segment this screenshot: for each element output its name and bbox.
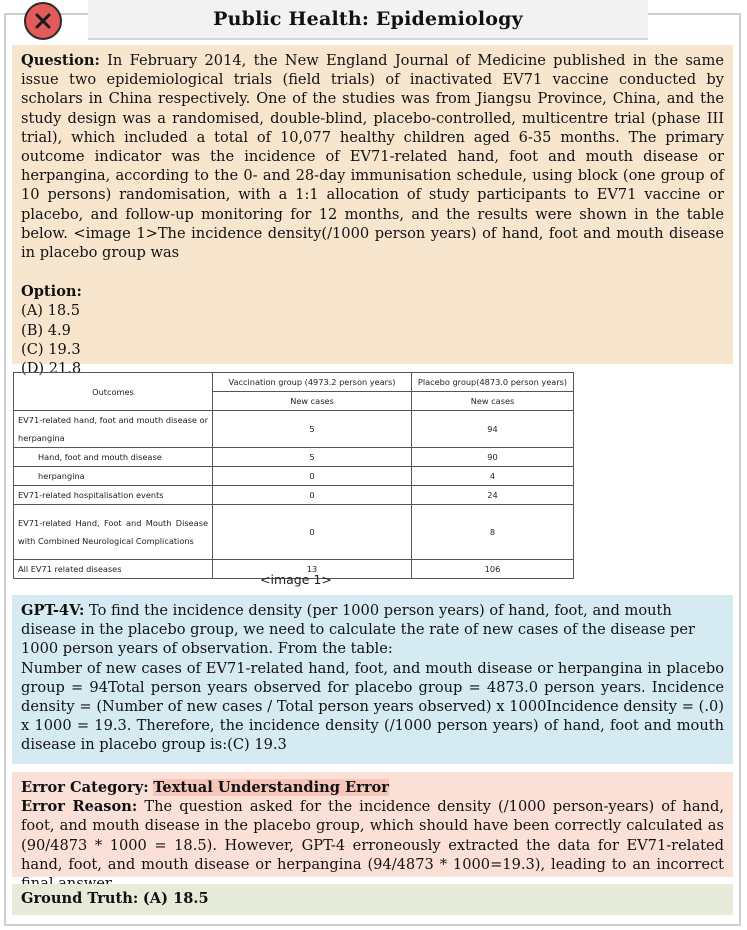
error-reason-label: Error Reason: xyxy=(21,798,138,816)
row-placebo-value: 8 xyxy=(412,505,574,560)
option-c: (C) 19.3 xyxy=(21,340,81,358)
header-outcomes: Outcomes xyxy=(14,373,213,411)
data-table xyxy=(13,372,574,579)
row-outcome: EV71-related hospitalisation events xyxy=(14,486,213,505)
error-category-line xyxy=(21,778,724,797)
ground-truth-box xyxy=(12,884,733,915)
option-b: (B) 4.9 xyxy=(21,321,71,339)
row-placebo-value: 90 xyxy=(412,448,574,467)
option-d: (D) 21.8 xyxy=(21,360,82,378)
gpt-text: To find the incidence density (per 1000 person years) of hand, foot, and mouth disease in the placebo group, we need to calculate the rate of new cases of the disease per 1000 person years of observation. From the table: xyxy=(21,602,695,658)
subheader-placebo: New cases xyxy=(412,392,574,411)
table-row xyxy=(14,505,574,560)
error-reason: The question asked for the incidence density (/1000 person-years) of hand, foot, and mouth disease in the placebo group, which should have been correctly calculated as (90/4873 * 1000 = 18.5). However, GPT-4 erroneously extracted the data for EV71-related hand, foot, and mouth disease or herpangina (94/4873 * 1000=19.3), leading to an incorrect xyxy=(21,798,724,873)
row-outcome: EV71-related Hand, Foot and Mouth Disease with Combined Neurological Complications xyxy=(14,505,213,560)
subheader-vaccination: New cases xyxy=(213,392,412,411)
x-mark-icon xyxy=(32,10,54,32)
row-vaccination-value: 0 xyxy=(213,486,412,505)
question-box xyxy=(12,45,733,378)
error-category-label: Error Category: xyxy=(21,779,149,796)
page-title xyxy=(88,0,648,40)
row-outcome: EV71-related hand, foot and mouth disease or herpangina xyxy=(14,411,213,448)
question-label: Question: xyxy=(21,52,100,69)
row-vaccination-value: 5 xyxy=(213,448,412,467)
x-circle-icon xyxy=(24,2,62,40)
table-header-row xyxy=(14,373,574,392)
row-placebo-value: 106 xyxy=(412,560,574,579)
row-placebo-value: 94 xyxy=(412,411,574,448)
error-box xyxy=(12,772,733,877)
header-vaccination: Vaccination group (4973.2 person years) xyxy=(213,373,412,392)
row-placebo-value: 24 xyxy=(412,486,574,505)
gpt-label: GPT-4V: xyxy=(21,602,85,619)
option-a: (A) 18.5 xyxy=(21,302,81,320)
table-row xyxy=(14,411,574,448)
table-row xyxy=(14,486,574,505)
header-placebo: Placebo group(4873.0 person years) xyxy=(412,373,574,392)
table-row xyxy=(14,448,574,467)
image-caption: <image 1> xyxy=(260,572,332,587)
gpt-answer-box xyxy=(12,595,733,764)
row-vaccination-value: 5 xyxy=(213,411,412,448)
row-vaccination-value: 13 xyxy=(213,560,412,579)
title-text: Public Health: Epidemiology xyxy=(213,8,523,30)
ground-truth-label: Ground Truth: xyxy=(21,890,139,907)
row-vaccination-value: 0 xyxy=(213,505,412,560)
error-reason-paragraph xyxy=(21,797,724,893)
question-paragraph xyxy=(21,51,724,262)
gpt-paragraph xyxy=(21,601,724,659)
row-outcome: All EV71 related diseases xyxy=(14,560,213,579)
row-placebo-value: 4 xyxy=(412,467,574,486)
row-outcome: herpangina xyxy=(14,467,213,486)
option-label: Option: xyxy=(21,283,82,301)
table-row xyxy=(14,467,574,486)
row-vaccination-value: 0 xyxy=(213,467,412,486)
question-text: In February 2014, the New England Journal of Medicine published in the same issue two epidemiological trials (field trials) of inactivated EV71 vaccine conducted by scholars in China respectively. One of the studies was from Jiangsu Province, China, and the study design was a randomised, double-blind, placebo-controlled, multicentre trial (phase III trial), which included a total of 10,077 healthy children aged 6-35 months. The primary outcome indicator was the incidence of EV71-related hand, foot and mouth disease or herpangina, according to the 0- and 28-day immunisation schedule, using block (one group of 10 persons) randomisation, with a 1:1 allocation of study participants to EV71 vaccine or placebo, and follow-up monitoring for 12 months, and the results were shown in the table below. <image 1>The incidence density(/1000 person years) of hand, foot and mouth disease in placebo group was xyxy=(21,52,724,262)
gpt-text-continued: Number of new cases of EV71-related hand, foot, and mouth disease or herpangina in placebo group = 94Total person years observed for placebo group = 4873.0 person years. Incidence density = (Number of new cases / Total person years observed) x 1000Incidence density = (.0) x 1000 = 19.3. Therefore, the incidence density (/1000 person years) of hand, foot and mouth disease in placebo group is:(C) 19.3 xyxy=(21,659,724,754)
ground-truth-value: (A) 18.5 xyxy=(142,890,209,907)
error-category: Textual Understanding Error xyxy=(153,779,389,796)
row-outcome: Hand, foot and mouth disease xyxy=(14,448,213,467)
